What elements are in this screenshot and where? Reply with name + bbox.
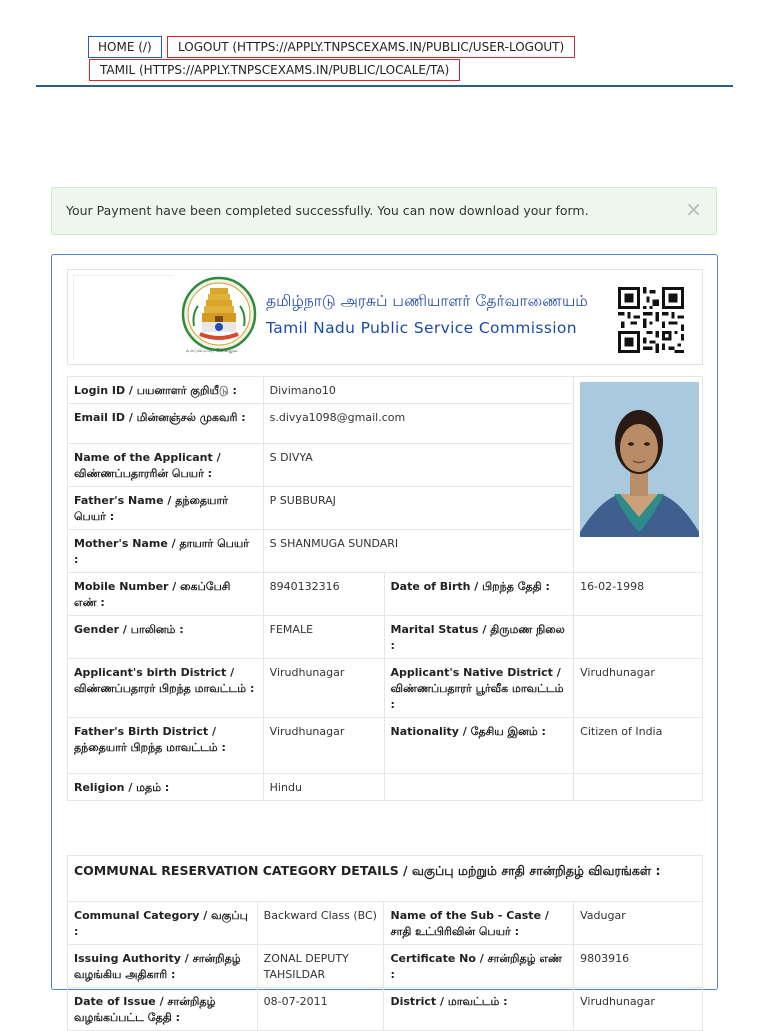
issuing-authority-label: Issuing Authority / சான்றிதழ் வழங்கிய அதிகாரி :: [68, 945, 258, 988]
district-label: District / மாவட்டம் :: [384, 988, 574, 1031]
nationality-label: Nationality / தேசிய இனம் :: [384, 718, 574, 774]
table-row: [68, 902, 703, 945]
father-birth-district-value: Virudhunagar: [263, 718, 384, 774]
table-row: [68, 718, 703, 774]
father-name-label: Father's Name / தந்தையார் பெயர் :: [68, 487, 264, 530]
communal-category-value: Backward Class (BC): [257, 902, 384, 945]
table-row: [68, 945, 703, 988]
table-row: [68, 573, 703, 616]
table-row: [68, 988, 703, 1031]
alert-message: Your Payment have been completed successfully. You can now download your form.: [66, 203, 589, 218]
dob-label: Date of Birth / பிறந்த தேதி :: [384, 573, 574, 616]
mother-name-value: S SHANMUGA SUNDARI: [263, 530, 573, 573]
subcaste-label: Name of the Sub - Caste / சாதி உட்பிரிவின் பெயர் :: [384, 902, 574, 945]
table-row: [68, 774, 703, 801]
marital-status-value: [574, 616, 703, 659]
tamil-locale-link[interactable]: TAMIL (HTTPS://APPLY.TNPSCEXAMS.IN/PUBLIC/LOCALE/TA): [89, 59, 460, 81]
header-title-english: Tamil Nadu Public Service Commission: [266, 319, 577, 337]
district-value: Virudhunagar: [574, 988, 703, 1031]
mother-name-label: Mother's Name / தாயார் பெயர் :: [68, 530, 264, 573]
father-birth-district-label: Father's Birth District / தந்தையார் பிறந்த மாவட்டம் :: [68, 718, 264, 774]
login-id-value: Divimano10: [263, 377, 573, 404]
mobile-label: Mobile Number / கைப்பேசி எண் :: [68, 573, 264, 616]
commission-header: [67, 269, 703, 365]
native-district-label: Applicant's Native District / விண்ணப்பதாரர் பூர்வீக மாவட்டம் :: [384, 659, 574, 718]
communal-details-table: [67, 855, 703, 1031]
gender-label: Gender / பாலினம் :: [68, 616, 264, 659]
applicant-name-label: Name of the Applicant / விண்ணப்பதாரரின் பெயர் :: [68, 444, 264, 487]
birth-district-value: Virudhunagar: [263, 659, 384, 718]
certificate-no-label: Certificate No / சான்றிதழ் எண் :: [384, 945, 574, 988]
gender-value: FEMALE: [263, 616, 384, 659]
issue-date-label: Date of Issue / சான்றிதழ் வழங்கப்பட்ட தேதி :: [68, 988, 258, 1031]
marital-status-label: Marital Status / திருமண நிலை :: [384, 616, 574, 659]
table-row: [68, 616, 703, 659]
communal-category-label: Communal Category / வகுப்பு :: [68, 902, 258, 945]
home-link[interactable]: HOME (/): [88, 36, 162, 58]
application-panel: [51, 254, 718, 1024]
email-value: s.divya1098@gmail.com: [263, 404, 573, 444]
religion-value: Hindu: [263, 774, 384, 801]
dob-value: 16-02-1998: [574, 573, 703, 616]
religion-label: Religion / மதம் :: [68, 774, 264, 801]
applicant-photo: [580, 382, 699, 537]
issuing-authority-value: ZONAL DEPUTY TAHSILDAR: [257, 945, 384, 988]
subcaste-value: Vadugar: [574, 902, 703, 945]
logout-link[interactable]: LOGOUT (HTTPS://APPLY.TNPSCEXAMS.IN/PUBLIC/USER-LOGOUT): [167, 36, 575, 58]
nav-divider: [36, 85, 733, 87]
father-name-value: P SUBBURAJ: [263, 487, 573, 530]
header-title-tamil: தமிழ்நாடு அரசுப் பணியாளர் தேர்வாணையம்: [266, 292, 588, 310]
mobile-value: 8940132316: [263, 573, 384, 616]
certificate-no-value: 9803916: [574, 945, 703, 988]
email-label: Email ID / மின்னஞ்சல் முகவரி :: [68, 404, 264, 444]
emblem-caption: வாய்மையே வெல்லும்: [186, 348, 238, 354]
header-blank-cell: [73, 275, 173, 361]
native-district-value: Virudhunagar: [574, 659, 703, 718]
applicant-name-value: S DIVYA: [263, 444, 573, 487]
close-icon[interactable]: ×: [685, 197, 702, 221]
table-row: [68, 659, 703, 718]
nationality-value: Citizen of India: [574, 718, 703, 774]
payment-success-alert: [51, 187, 717, 235]
table-row: [68, 856, 703, 902]
qr-code-icon: [616, 287, 686, 353]
login-id-label: Login ID / பயனாளர் குறியீடு :: [68, 377, 264, 404]
communal-section-heading: COMMUNAL RESERVATION CATEGORY DETAILS / வகுப்பு மற்றும் சாதி சான்றிதழ் விவரங்கள் :: [68, 856, 703, 902]
issue-date-value: 08-07-2011: [257, 988, 384, 1031]
tn-emblem-icon: [180, 276, 258, 354]
birth-district-label: Applicant's birth District / விண்ணப்பதாரர் பிறந்த மாவட்டம் :: [68, 659, 264, 718]
